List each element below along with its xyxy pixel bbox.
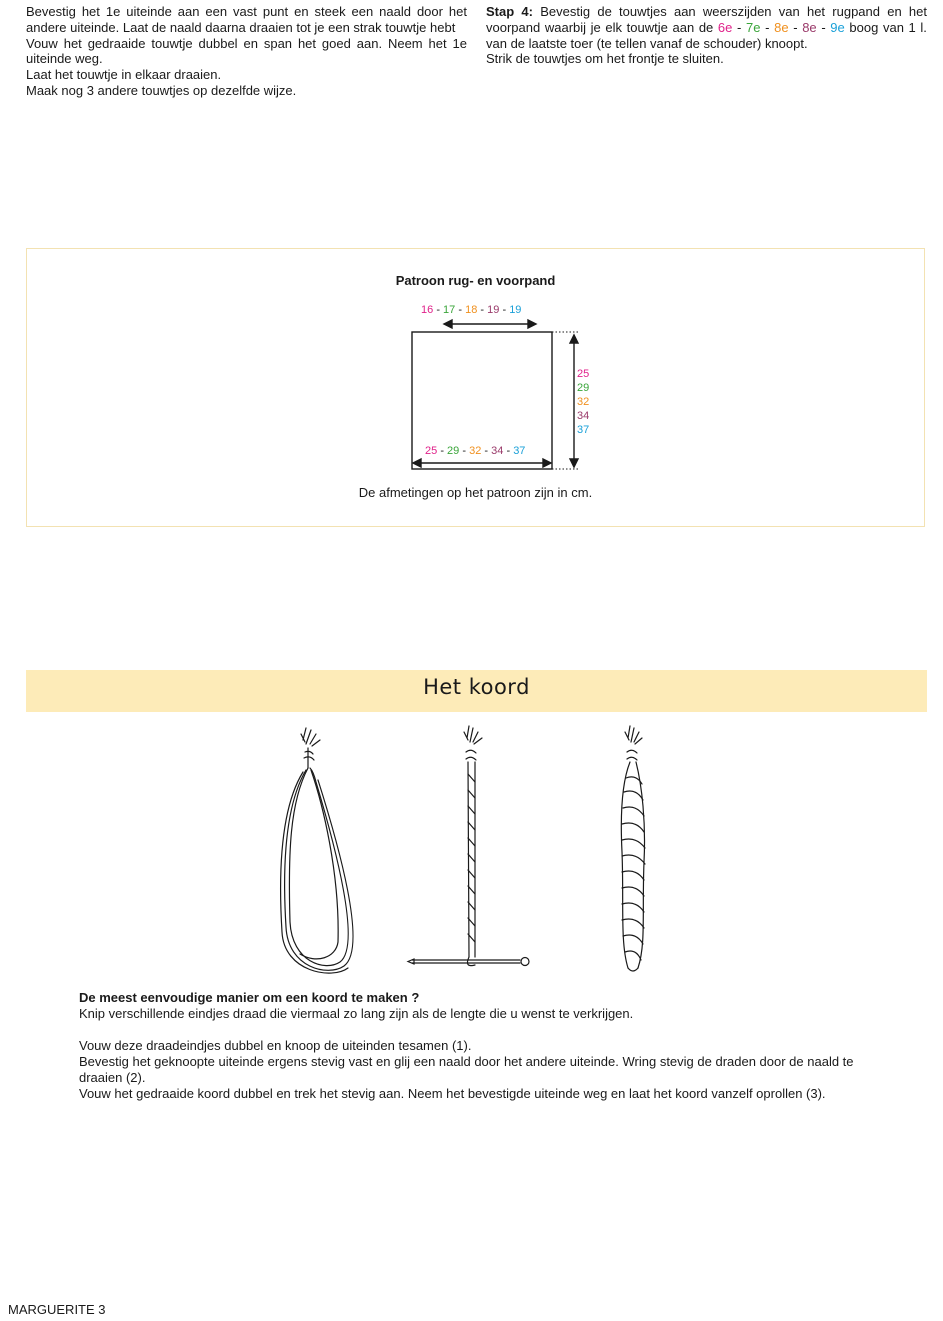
instructions-line-1: Knip verschillende eindjes draad die viermaal zo lang zijn als de lengte die u wenst te verkrijgen. bbox=[79, 1006, 634, 1021]
size-separator: - bbox=[462, 445, 467, 457]
bottom-size-3: 32 bbox=[469, 445, 482, 457]
instructions-heading: De meest eenvoudige manier om een koord te maken ? bbox=[79, 990, 420, 1005]
left-column-text bbox=[26, 4, 467, 99]
left-paragraph-4: Maak nog 3 andere touwtjes op dezelfde wijze. bbox=[26, 82, 297, 98]
page-footer: MARGUERITE 3 bbox=[8, 1302, 106, 1317]
pattern-title: Patroon rug- en voorpand bbox=[395, 273, 556, 288]
instructions-line-4: Vouw het gedraaide koord dubbel en trek het stevig aan. Neem het bevestigde uiteinde weg en laat het koord vanzelf oprollen (3). bbox=[79, 1086, 826, 1101]
step-label: Stap 4: bbox=[486, 4, 533, 19]
loop-size-3: 8e bbox=[774, 19, 789, 35]
twisted-cord-with-needle-icon bbox=[408, 726, 529, 966]
bottom-width-arrow bbox=[413, 459, 551, 467]
loop-separator: - bbox=[765, 19, 770, 35]
step-4-paragraph bbox=[486, 4, 927, 51]
bottom-size-5: 37 bbox=[513, 445, 526, 457]
size-separator: - bbox=[458, 304, 463, 316]
loop-size-2: 7e bbox=[746, 19, 761, 35]
size-separator: - bbox=[506, 445, 511, 457]
loop-separator: - bbox=[821, 19, 826, 35]
section-title: Het koord bbox=[423, 675, 530, 699]
left-paragraph-3: Laat het touwtje in elkaar draaien. bbox=[26, 67, 222, 83]
top-width-arrow bbox=[444, 320, 536, 328]
folded-cord-icon bbox=[281, 728, 353, 973]
top-width-sizes bbox=[421, 304, 521, 316]
cord-illustrations bbox=[270, 722, 670, 977]
instructions-line-2: Vouw deze draadeindjes dubbel en knoop de uiteinden tesamen (1). bbox=[79, 1038, 472, 1053]
top-size-3: 18 bbox=[465, 304, 478, 316]
top-size-2: 17 bbox=[443, 304, 456, 316]
bottom-size-2: 29 bbox=[447, 445, 460, 457]
pattern-box bbox=[26, 248, 925, 527]
bottom-size-4: 34 bbox=[491, 445, 504, 457]
size-separator: - bbox=[436, 304, 440, 316]
size-separator: - bbox=[440, 445, 444, 457]
section-banner bbox=[26, 670, 927, 712]
rolled-cord-icon bbox=[621, 726, 645, 971]
height-size-2: 29 bbox=[577, 382, 590, 394]
loop-separator: - bbox=[737, 19, 742, 35]
bottom-width-sizes bbox=[425, 445, 525, 457]
top-size-5: 19 bbox=[509, 304, 522, 316]
loop-size-4: 8e bbox=[802, 19, 817, 35]
height-size-5: 37 bbox=[577, 424, 590, 436]
height-size-3: 32 bbox=[577, 396, 590, 408]
height-sizes bbox=[577, 367, 589, 437]
size-separator: - bbox=[502, 304, 507, 316]
top-size-4: 19 bbox=[487, 304, 500, 316]
size-separator: - bbox=[484, 445, 489, 457]
step-intro: Bevestig de touwtjes aan weerszijden van het rugpand en het voorpand waarbij je elk touwtje aan de bbox=[486, 4, 928, 35]
right-column-text bbox=[486, 4, 927, 67]
loop-size-1: 6e bbox=[717, 19, 733, 35]
pattern-note: De afmetingen op het patroon zijn in cm. bbox=[358, 485, 593, 500]
step-after-loops: boog van 1 l. van de laatste toer (te tellen vanaf de schouder) knoopt. bbox=[486, 19, 927, 51]
cord-instructions bbox=[79, 990, 899, 1102]
loop-separator: - bbox=[793, 19, 798, 35]
instructions-line-3: Bevestig het geknoopte uiteinde ergens stevig vast en glij een naald door het andere uiteinde. Wring stevig de draden door de naald te draaien (2). bbox=[79, 1054, 854, 1085]
size-separator: - bbox=[480, 304, 485, 316]
bottom-size-1: 25 bbox=[425, 445, 438, 457]
height-size-1: 25 bbox=[577, 368, 590, 380]
loop-size-5: 9e bbox=[830, 19, 845, 35]
guide-lines bbox=[552, 332, 579, 469]
height-size-4: 34 bbox=[577, 410, 590, 422]
left-paragraph-2: Vouw het gedraaide touwtje dubbel en span het goed aan. Neem het 1e uiteinde weg. bbox=[26, 35, 467, 67]
left-paragraph-1: Bevestig het 1e uiteinde aan een vast punt en steek een naald door het andere uiteinde. Laat de naald daarna draaien tot je een strak touwtje hebt bbox=[26, 4, 467, 35]
top-size-1: 16 bbox=[421, 304, 434, 316]
step-closing: Strik de touwtjes om het frontje te sluiten. bbox=[486, 51, 724, 67]
paragraph-gap bbox=[79, 1022, 899, 1038]
